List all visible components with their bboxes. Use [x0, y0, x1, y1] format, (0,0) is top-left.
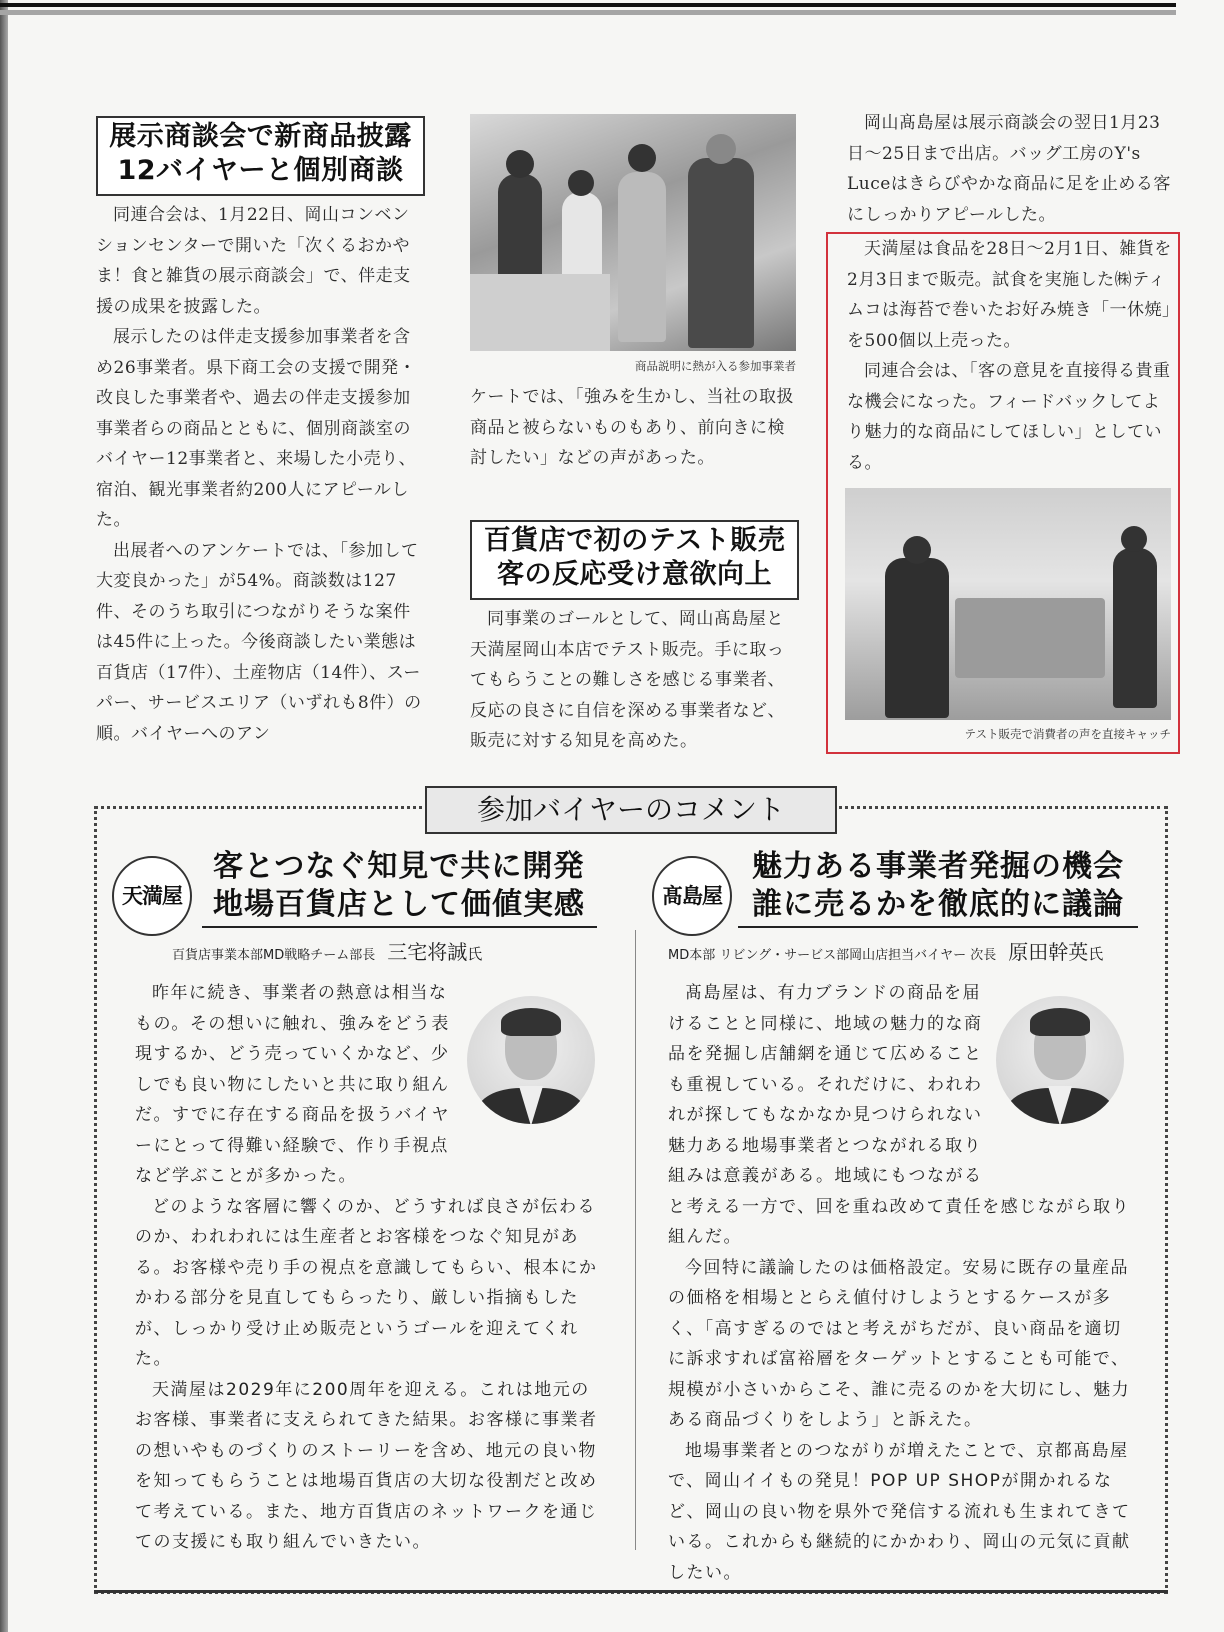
takashimaya-comment-paragraph: 今回特に議論したのは価格設定。安易に既存の量産品の価格を相場ととらえ値付けしようとするケースが多く、「高すぎるのではと考えがちだが、良い商品を適切に訴求すれば富裕層をターゲットとすることも可能で、規模が小さいからこそ、誰に売るのかを大切にし、魅力ある商品づくりをしよう」と訴えた。 — [668, 1257, 1131, 1430]
buyer-comments-frame-shadow — [94, 1590, 1168, 1593]
article2-body — [470, 604, 798, 757]
article2-photo — [845, 488, 1171, 720]
article1-headline-line1: 展示商談会で新商品披露 — [109, 121, 412, 152]
takashimaya-comment-paragraph: 髙島屋は、有力ブランドの商品を届けることと同様に、地域の魅力的な商品を発掘し店舗網を通じて広めることも重視している。それだけに、われわれが探してもなかなか見つけられない魅力ある地場事業者とつながれる取り組みは意義がある。地域にもつながると考える一方で、回を重ね改めて責任を感じながら取り組んだ。 — [668, 983, 1131, 1247]
takashimaya-byline — [668, 936, 1103, 965]
article2-headline-line1: 百貨店で初のテスト販売 — [483, 525, 786, 556]
article1-continuation — [470, 382, 798, 474]
top-rule — [0, 3, 1176, 7]
article2-photo-caption: テスト販売で消費者の声を直接キャッチ — [964, 727, 1171, 741]
takashimaya-headline — [752, 848, 1152, 924]
tenmaya-comment-paragraph: 昨年に続き、事業者の熱意は相当なもの。その想いに触れ、強みをどう表現するか、どう売っていくかなど、少しでも良い物にしたいと共に取り組んだ。すでに存在する商品を扱うバイヤーにとって得難い経験で、作り手視点など学ぶことが多かった。 — [135, 983, 451, 1186]
top-rule-gray — [0, 10, 1176, 15]
tenmaya-headline — [213, 848, 613, 924]
article2-column3 — [847, 108, 1175, 230]
tenmaya-comment-body — [135, 978, 605, 1558]
highlighted-text — [847, 234, 1175, 478]
tenmaya-byline-suffix: 氏 — [467, 945, 483, 963]
tenmaya-comment-paragraph: どのような客層に響くのか、どうすれば良さが伝わるのか、われわれには生産者とお客様をつなぐ知見がある。お客様や売り手の視点を意識してもらい、根本にかかわる部分を見直してもらったり、厳しい指摘もしたが、しっかり受け止め販売というゴールを迎えてくれた。 — [135, 1196, 598, 1369]
takashimaya-headline-line1: 魅力ある事業者発掘の機会 — [752, 849, 1124, 884]
highlighted-paragraph: 天満屋は食品を28日～2月1日、雑貨を2月3日まで販売。試食を実施した㈱ティムコは海苔で巻いたお好み焼き「一休焼」を500個以上売った。 — [847, 239, 1172, 351]
portrait-float-spacer — [455, 978, 605, 1168]
tenmaya-byline-title: 百貨店事業本部MD戦略チーム部長 — [172, 948, 376, 963]
takashimaya-headline-line2: 誰に売るかを徹底的に議論 — [752, 887, 1124, 922]
takashimaya-comment-paragraph: 地場事業者とのつながりが増えたことで、京都髙島屋で、岡山イイもの発見！POP UP SHOPが開かれるなど、岡山の良い物を県外で発信する流れも生まれてきている。これからも継続的にかかわり、岡山の元気に貢献したい。 — [668, 1440, 1131, 1583]
article1-photo — [470, 114, 796, 351]
tenmaya-headline-line1: 客とつなぐ知見で共に開発 — [213, 849, 585, 884]
takashimaya-byline-name: 原田幹英 — [1008, 940, 1089, 964]
takashimaya-badge: 髙島屋 — [652, 856, 732, 936]
article1-paragraph: 同連合会は、1月22日、岡山コンベンションセンターで開いた「次くるおかやま！食と雑貨の展示商談会」で、伴走支援の成果を披露した。 — [96, 205, 411, 317]
takashimaya-byline-title: MD本部 リビング・サービス部岡山店担当バイヤー 次長 — [668, 948, 997, 963]
tenmaya-badge: 天満屋 — [112, 856, 192, 936]
tenmaya-headline-underline — [202, 926, 597, 928]
article2-column3-paragraph: 岡山髙島屋は展示商談会の翌日1月23日～25日まで出店。バッグ工房のY's Luceはきらびやかな商品に足を止める客にしっかりアピールした。 — [847, 113, 1171, 225]
buyer-comments-title: 参加バイヤーのコメント — [425, 786, 837, 834]
tenmaya-byline — [172, 936, 482, 965]
takashimaya-byline-suffix: 氏 — [1088, 945, 1104, 963]
takashimaya-headline-underline — [738, 926, 1138, 928]
takashimaya-comment-body — [668, 978, 1138, 1588]
tenmaya-headline-line2: 地場百貨店として価値実感 — [213, 887, 585, 922]
comments-column-divider — [635, 930, 636, 1550]
portrait-float-spacer — [988, 978, 1138, 1168]
article2-paragraph: 同事業のゴールとして、岡山髙島屋と天満屋岡山本店でテスト販売。手に取ってもらうことの難しさを感じる事業者、反応の良さに自信を深める事業者など、販売に対する知見を高めた。 — [470, 609, 785, 751]
tenmaya-comment-paragraph: 天満屋は2029年に200周年を迎える。これは地元のお客様、事業者に支えられてきた結果。お客様に事業者の想いやものづくりのストーリーを含め、地元の良い物を知ってもらうことは地場百貨店の大切な役割だと改めて考えている。また、地方百貨店のネットワークを通じての支援にも取り組んでいきたい。 — [135, 1379, 598, 1552]
article2-headline-line2: 客の反応受け意欲向上 — [497, 559, 772, 590]
article1-headline — [96, 116, 425, 196]
article1-paragraph: 出展者へのアンケートでは、「参加して大変良かった」が54%。商談数は127件、そのうち取引につながりそうな案件は45件に上った。今後商談したい業態は百貨店（17件）、土産物店（14件）、スーパー、サービスエリア（いずれも8件）の順。バイヤーへのアン — [96, 540, 422, 744]
article1-paragraph: 展示したのは伴走支援参加事業者を含め26事業者。県下商工会の支援で開発・改良した事業者や、過去の伴走支援参加事業者らの商品とともに、個別商談室のバイヤー12事業者と、来場した小売り、宿泊、観光事業者約200人にアピールした。 — [96, 327, 417, 530]
article1-headline-line2: 12バイヤーと個別商談 — [117, 155, 404, 186]
article2-headline — [470, 520, 799, 600]
page-binding-edge — [0, 0, 8, 1632]
article1-continuation-text: ケートでは、「強みを生かし、当社の取扱商品と被らないものもあり、前向きに検討したい」などの声があった。 — [470, 387, 794, 468]
article1-photo-caption: 商品説明に熱が入る参加事業者 — [635, 359, 796, 373]
tenmaya-byline-name: 三宅将誠 — [387, 940, 468, 964]
article1-body — [96, 200, 424, 749]
highlighted-paragraph: 同連合会は、「客の意見を直接得る貴重な機会になった。フィードバックしてより魅力的な商品にしてほしい」としている。 — [847, 361, 1171, 473]
